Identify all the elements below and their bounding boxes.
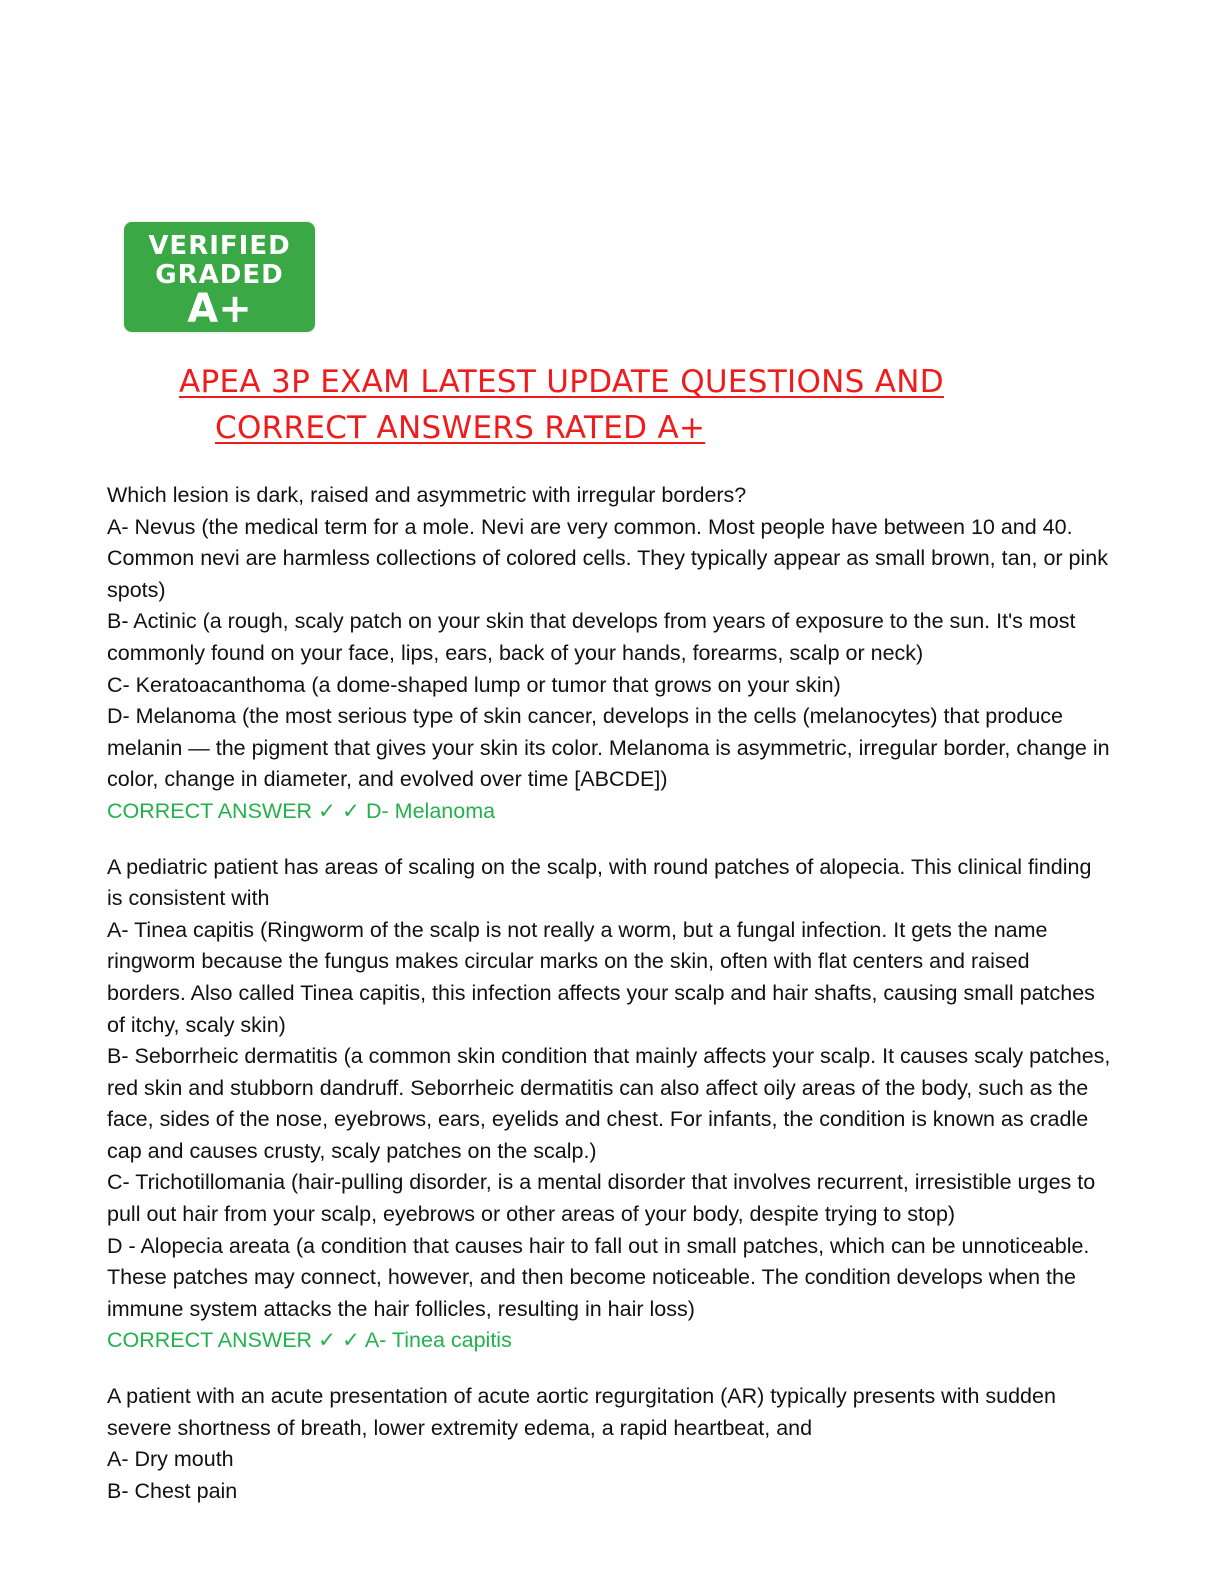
- answer-option-d: D- Melanoma (the most serious type of skin cancer, develops in the cells (melanocytes) that produce melanin — the pigment that gives your skin its color. Melanoma is asymmetric, irregular border, change in color, change in diameter, and evolved over time [ABCDE]): [107, 704, 1110, 792]
- answer-option-b: B- Seborrheic dermatitis (a common skin condition that mainly affects your scalp. It causes scaly patches, red skin and stubborn dandruff. Seborrheic dermatitis can also affect oily areas of the body, such as the face, sides of the nose, eyebrows, ears, eyelids and chest. For infants, the condition is known as cradle cap and causes crusty, scaly patches on the scalp.): [107, 1044, 1111, 1163]
- question-block-3: [107, 1381, 1112, 1507]
- question-stem: A pediatric patient has areas of scaling on the scalp, with round patches of alopecia. This clinical finding is consistent with: [107, 854, 1092, 911]
- badge-line-graded: GRADED: [155, 260, 284, 290]
- answer-option-c: C- Trichotillomania (hair-pulling disorder, is a mental disorder that involves recurrent, irresistible urges to pull out hair from your scalp, eyebrows or other areas of your body, despite trying to stop): [107, 1170, 1096, 1227]
- answer-option-b: B- Actinic (a rough, scaly patch on your skin that develops from years of exposure to the sun. It's most commonly found on your face, lips, ears, back of your hands, forearms, scalp or neck): [107, 609, 1076, 665]
- answer-option-d: D - Alopecia areata (a condition that causes hair to fall out in small patches, which can be unnoticeable. These patches may connect, however, and then become noticeable. The condition develops when the immune system attacks the hair follicles, resulting in hair loss): [107, 1233, 1090, 1321]
- badge-line-grade: A+: [187, 286, 252, 332]
- correct-answer: CORRECT ANSWER ✓ ✓ A- Tinea capitis: [107, 1328, 512, 1353]
- answer-option-c: C- Keratoacanthoma (a dome-shaped lump or tumor that grows on your skin): [107, 672, 841, 697]
- answer-option-b: B- Chest pain: [107, 1478, 238, 1503]
- question-block-1: [107, 480, 1112, 828]
- question-block-2: [107, 852, 1112, 1358]
- document-title-line-2: CORRECT ANSWERS RATED A+: [215, 410, 706, 446]
- questions-content: [107, 480, 1112, 1507]
- answer-option-a: A- Tinea capitis (Ringworm of the scalp is not really a worm, but a fungal infection. It gets the name ringworm because the fungus makes circular marks on the skin, often with flat centers and raised borders. Also called Tinea capitis, this infection affects your scalp and hair shafts, causing small patches of itchy, scaly skin): [107, 917, 1095, 1037]
- answer-option-a: A- Nevus (the medical term for a mole. Nevi are very common. Most people have between 10 and 40. Common nevi are harmless collections of colored cells. They typically appear as small brown, tan, or pink spots): [107, 514, 1108, 602]
- document-title-line-1: APEA 3P EXAM LATEST UPDATE QUESTIONS AND: [179, 364, 944, 400]
- verified-graded-badge: [124, 222, 315, 332]
- badge-line-verified: VERIFIED: [148, 231, 291, 261]
- correct-answer: CORRECT ANSWER ✓ ✓ D- Melanoma: [107, 798, 496, 823]
- question-stem: Which lesion is dark, raised and asymmetric with irregular borders?: [107, 483, 747, 507]
- question-stem: A patient with an acute presentation of acute aortic regurgitation (AR) typically presents with sudden severe shortness of breath, lower extremity edema, a rapid heartbeat, and: [107, 1384, 1056, 1440]
- answer-option-a: A- Dry mouth: [107, 1447, 234, 1472]
